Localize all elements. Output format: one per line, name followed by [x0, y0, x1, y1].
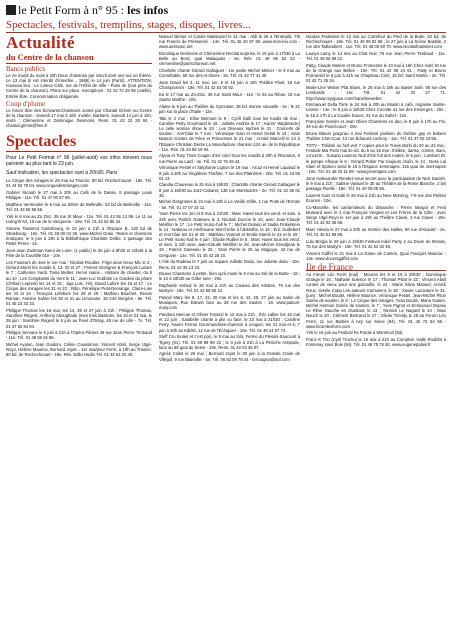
listing-item: Co-Marcelle, les cambrioleurs du dimanche : Pierre Margot et Fred Mussard avec le 4 mai François Vergeot et Les Frères de la Côte ; avec Serge Utgé-Royo le 1er juin à 19h au Théâtre Clavel, 3 rue Clavel - 19e. Tél. 01 42 02 35 66.: [306, 204, 446, 226]
header-issue: les infos: [127, 3, 169, 17]
right-column: [306, 34, 446, 349]
listing-item: Pandora Mercas et Olivier Fantazi le 12 mai à 21h ; Éric Lallier les 16 mai et 13 juin ; Salabelle chante à plie ou face, le 23 mai à 21h30 ; Caroline Ferry, Xavier Ferran Gourmandises-chanson à croquer, les 31 mai et 6, 7 juin à 20h au Kibélé, 12 rue de l'Échiquier - 10e. Tél. 01 48 24 57 74.: [159, 312, 300, 333]
listing-item: Yann Pierre les 1er et 8 mai à 21h30 ; Marc Havet tous les vend. et sam. à 22h avec Patrick Gateweu le 3, Nicolas Ducros le 10, avec Jean-Claude Mérillon le 17 ; Le Petit music-hall le 7 ; Michel Delano et Nadia Finkelstein le 14 ; Isabeau et Amélouane Mot'chiche à l'absinthe, le 15 ; Éric Guillebert et Ann'Clair les 21 et 28 ; Matthieu Vionnet et Emilie Marsh le 22 et le 29 ; Le Petit music-hall le 4 juin ; Élodie Ruillier le 5 ; Marc Havet tous les vend. et sam. à 22h avec Jean-Claude Mérillon le 28, Jean-Michel Grandjean le 19 ; Patrick Gateweu le 25 ; Yann Pierre le 26 au Magique, 42 rue de Gergovie - 14e. Tél. 01 45 42 26 10.: [159, 211, 300, 258]
page-header: le Petit Form à n° 95 : les infos: [6, 2, 446, 18]
listing-item: Bruno Blaum jusqu'au 4 mai Festival parisien du théâtre gay et lesbien Théâtre CNA Cour, 12 rue Édouard Lockroy - 11e. Tél. 01 47 00 43 55.: [306, 131, 446, 142]
listing-item: Emmanuel Delta Torre le 24 mai à 20h au Moulin à café, Impasse Sainte-Léonie - 14e ; le 8 juin à 18h30 Chez Cocotte 41 rue des Envierges - 20e ; le 15 à 17h à La Coulée Douce, 51 rue du Sahel - 12e.: [306, 102, 446, 118]
spectacles-intro: Pour Le Petit Format n° 96 (juillet-août) vos infos doivent nous parvenir au plus tard le 23 juin.: [6, 155, 152, 168]
listing-item: Au Forum Léo Ferré (mai) : Mouron les 9 et 10 à 20h30 ; Dominique Grange le 16 ; Nathalie Solence le 17 ; Thomas Pitiot le 23 ; Vincent Absil contes de vieux pour une gazouille, le 24 ; Marie Silvia Manuel, Annick Roux, Gisèle Cuba Les auteurs s'amusent, le 30 ; Xavier Lacouture le 31. (juin) : Michel Boutet, Hélène Maurice, Véronique Pestel, Jean-Michel Piton Soirée de soutien, le 6 ; Le Cirque des mirages, Yvan Dautin, Manu Galure, Michel Hermon Soirée de soutien, le 7 ; Yves Pignot et Emmanuel Depoix Le Rêve Gauche en chantant, le 13 ; Yannick Le Nagard le 14 ; Maxi Nouch le 20 ; Clément Bertrand le 27 ; Olivier Trévidy le 28 au Forum Léo Ferré, 11 rue Barbès à Ivry sur Seine (94). Tél. 01 46 72 64 68 - www.forumleoferre.com: [306, 272, 446, 329]
listing-item: Dominique Desmons et Clémentine Recital surprise, le 15 juin à 17h30 à La Belle au Bord, quai Malaquais - 6e. Rés. 01 48 06 52 22 - clementine@parischanson.net.: [159, 51, 300, 67]
listing-item: Manuel Bémer et Carole Masseport le 21 mai ; Aldi le 28 à l'Entrepôt, 7/9 rue Francis de Préssensé - 14e. Tél. 01 45 40 07 50. www.mon-lou.com - www.aelmusic.net: [159, 34, 300, 50]
listing-item: Raphaële Selwal le 30 mai à 21h au Caveau des Artistes, 79 rue des Martyrs - 18e. Tél. 01 42 59 50 43.: [159, 283, 300, 294]
listing-item: Philippe Servane le 6 juin à 21h à l'Opéra Pâmes 49 rue Jean Pierre Timbaud - 11e. Tél. 01 48 06 04 86.: [6, 330, 152, 341]
listing-item: TOTV - Théâtre ou l'art vert 7 copies pour le Travis Bürki du 20 au 22 mai ; Festival Mai Paris mai 2e éd. du 5 au 16 mai : théâtre, danse, contes, slam, concerts... Susana Laurenz Nuit d'été fuit des Andes, le 5 juin ; Lambert Dl, le pompe Afrique le 6 ; Gérard Pobor Par toujours chaîn, le 14 ; Nose Lal Slam et Spoken word le 15 à l'Espace Jemmapes, 116 quai de Jemmapes - 10e. Tél. 01 48 03 11 09 - www.jemmapes.com: [306, 143, 446, 174]
listing-item: Franz K Trio (Cyril Trochu) le 16 mai à 21h au Comptoir, Halle Roublot à Fontenay sous Bois (94). Tél. 01 48 75 76 92. www.eugenepalais.fr: [306, 337, 446, 348]
listing-item: Ka le 17 mai au Zo-Zinc, 39 rue Saint Maur - 11e ; le 24 au Ribos, 18 rue Sainte Marthe - 10e.: [159, 91, 300, 103]
listing-item: Marie-Line Weber Plat Blues, le 26 mai à 19h au Baiser Salé, 58 rue des Lombards - 1er. Tél. 01 42 33 37 71. http://www.myspace.com/marielineweber: [306, 85, 446, 101]
listing-item: Agnès Collet le 26 mai ; Bernard Joyet le 30 juin à la Grande Claire de Villejuif, 9 rue Blainville - 5e. Tél. 06 83 09 78 34 - terraugiva@aol.com: [159, 351, 300, 362]
listing-item: Françoise Semler et Jean Olivet Chansons en duo, le 8 juin à 17h au Flo, 49 rue de Pixerécourt - 20e.: [306, 119, 446, 130]
bancs-publics-text: Le 2e mardi du mois à 20h Deux chansons par inscrit dont une sur un thème. Le 13 mai (il est interdit d'interdire... 1968) le 14 juin (Partir). ATTENTION, nouveau lieu : Le Loleva Café, rue de l'Hôtel de Ville - Paris 4e (tout près du Centre de la chanson). Plans sur place. Inscriptions : 01 42 72 28 99 (Joëlle). Entrée libre. Consommation obligatoire.: [6, 72, 152, 99]
coup-dplume-text: Le forum libre des Écrivants-Chanteurs animé par Chantal Grimm au Centre de la chanson : samedi 17 mai à 16h, invitée, Barbarie. samedi 14 juin à 16h, invité : Clémentine et Dominique Desmons. Rens. 01 43 22 30 84 - chantal.grimm@free.fr: [6, 107, 152, 129]
listing-item: Patty, Claude Marère et Bruno Fromentel le 10 mai à 16h Chez Adel 10 rue de la Grange aux Belles - 10e. Tél. 01 42 08 24 61 ; Patty et Bruno Fromentel le 6 juin à 21h au Chapiteau Ciné, 15 bd. Saint Martin - 3e. Tél. 01 42 71 25 34.: [306, 62, 446, 84]
actualite-subtitle: du Centre de la chanson: [6, 53, 152, 64]
listing-item: Matthieu Vermeulen le 6 mai au Zèbre de Belleville. 63 bd de Belleville - 11e. Tél. 01 43 55 55 55.: [6, 202, 152, 213]
listing-item: Philippe Thomas les 16 mai, les 14, 25 et 27 juin à 21h ; Philippe Thomas, Sandrine Régent, Anthony Aboughade (mes trois Bassons, les 20 et 24 mai, le 28 juin : Sandrine Régent le 6 juin au Pavé d'Orsay, 48 rue de Lille - 7e. Tél. 01 47 50 84 94.: [6, 308, 152, 329]
listing-item: Alaine le 9 juin au Théâtre du Gymnase, 38 bd. Bonne nouvelle - 2e ; le 21 juin sur la place d'Italie - 13e.: [159, 103, 300, 114]
listing-item: Taki le 2 mai ; Elise Belmont le 9 ; Cyrill Galli tous les lundis de mai ; Caroline Petty Gourmand le 16 ; Juliette Andréa le 17 ; Karim' Wa(detecte) Le celle woman show le 24 ; Les Oiseaux Vaches le 31 : Concerts de soutien : Ann'Clair le 7 mai ; Véronique Gain et Hervé Delatt le 14 ; Alain Mascot Contes de Fées et Princesses le 21 mai ; Arnold Marcelli le 24 à l'Espace Christian Dente La Manufacture chanson,124 av. de la République - 11e. Rés. 01 43 58 19 94.: [159, 115, 300, 152]
listing-item: Nicolas Fraissinet le 13 mai au Carrefour du Pied de la Butte, 62 bd. de Rochechouart - 18e. Tél. 01 46 06 02 86 ; le 27 juin à La Scène Bastille, 2 rue des Taillandiers - 11e. Tél. 01 48 06 50 70. www.nicolasfraissinet.com: [306, 34, 446, 50]
listing-item: Claudia Chauveau le 25 mai à 16h30 ; Charlotte chante Gérard Gallaguet le 8 juin à 16h30 au Jazz-Cabaret, 138 rue Montmartre - 2e. Tél. 01 42 36 01 36.: [159, 182, 300, 198]
listing-item: Michel Desgroses le 24 mai à 18h à La Vieille Grille, 1 rue Puits de l'Ermite - 5e. Tél. 01 47 07 22 11.: [159, 199, 300, 210]
actualite-title: Actualité: [6, 33, 75, 52]
listing-item: Steff Cru toutes et c'est p(e), le 9 mai au Silo, Ferme du Plessis-Saucourt à Tigery (91). Tél. 01 69 89 88 22 ; le 3 juin à 21h à La Péniche Antipode, face au 69 quai de Seine - 19e. Rens. 01 42 03 39 07.: [159, 334, 300, 350]
listing-item: Laurya Lamy le 14 mai au Chat Noir, 76 rue Jean Pierre Timbaud - 11e. Tél. 01 48 06 98 22.: [306, 51, 446, 62]
listing-item: Vincent Gaffet le 21 mai à La Dame de Canton, Quai François Mauriac - 13e. www.vincentgaffet.com: [306, 250, 446, 261]
listing-item: Gabriel Yacoub le 27 mai à 20h au Café de la Danse. 5 passage Louis Philippe - 11e. Tél. 01 47 00 57 59.: [6, 190, 152, 201]
listing-item: Véronique Pestel et Stéphanie Lignon le 19 mai ; Alcaz et Hervé Lapalud le 9 juin à 20h au Vingtième Théâtre, 7 rue des Platrières - 20e. Tél. 01 43 66 01 13.: [159, 165, 300, 181]
listing-item: Jean-Jean Zantman Kami de Lune. (L public) le 26 juin à 9h30 et 10h45 à la Fête de la Courtille 01e - 10e.: [6, 248, 152, 259]
listing-item: Duaux Chansons à petite, bien qu'à muse le 6 mai au Sel de la Butte - 18 ; le 12 à 18h30 au Göbe lune - 20e.: [159, 271, 300, 282]
listing-item: Yéti le 9 mai au Zo Zinc. 39 rue St Maur - 11e. Tél. 01 43 55 13 99. Le 11 au Living B'Art, 15 rue de la Vacquerie - 18e. Tél. 01 42 52 85 34.: [6, 214, 152, 225]
listing-item: Le Cirque des mirages le 29 mai au Trianon. 80 bd. Rochechouart - 18e. Tél. 01 44 92 78 04. www.cirquedesmirages.com: [6, 178, 152, 189]
listing-item: Michel Avalon, Jean Guidoni, Céline Caussimon, Vincent Absil, Serge Utgé-Royo, Hélène Maurice, Bernard Joyet... 1er mai/pour Ferré, à 19h au Trianon. 80 bd. de Rochechouart - 18e. Rés. Edlio Hudin Tél. 01 43 52 20 40.: [6, 342, 152, 358]
header-logo-text: le Petit Form à n° 95: [18, 3, 118, 17]
listing-item: Laurent Guiz et Gabi le 26 mai à 21h au New Morning, 7-9 rue des Petites Écuries - 10e.: [306, 192, 446, 203]
listing-item: Les Fouteurs de Joie le 1er mai ; Nicolas Roudier. Frigo-Jean Deux Mic le 2 ; Gérard Morel les mardis 6, 13, 20 et 27 ; Florent Vintrigner & François Lazare le 7 ; Catherine Vardi. Tania Meltes. Hervé Haine... Histoire de chanter, du 8 au 10 ; Les Complaints du Vent le 11 ; Jean-Luc Guillotin Le Gardien du phare (d'Allain Leprest) les 14 et 15 ; Jaja Luis, Yéti, David Lafore les 16 et 17 ; Le Cirque des mirages les 21 et 22 ; Ribo. Pénélope Petit-Demange, Claire-Lise les 23 et 24 ; François Lefebvre les 28 et 29 ; Mathieu Bouchet. Renan Raman, Antoine Sahler les 30 et 31 au Limonaire. 18 Cité Bergère - 9e. Tél. 01 45 23 33 33.: [6, 260, 152, 307]
listing-item: Marc Hévéa le 27 mai à 20h au Sentier des Halles, 50 rue d'Aboukir - 2e. Tél. 01 45 61 89 86.: [306, 226, 446, 237]
listing-item: Yéti le 16 juin au Festival Fa Parole à Montreuil (93).: [306, 330, 404, 336]
listing-item: Charlotte chante Gérard Gallaguet - 1re partie Michel Melcer - le 9 mai au Connétable, 55 rue des Archives - 3e. Tél. 01 42 77 41 40.: [159, 68, 300, 79]
left-column: [6, 34, 152, 359]
listing-item: Jean David les 4, 11 mai, 1er, 8 et 15 juin à 19h Théâtre Pixel, 18 rue Championnet - 18e. Tél. 01 42 54 00 92.: [159, 80, 300, 91]
listing-item: Simone Tassimot Gainsbourg, le 24 juin à 21h à l'Espace B. 120 bd de Strasbourg - 10e. Tél. 01 48 00 04 35. www.Michel Grain. Textes et chansons érotiques, le 5 juin à 19h à la Bibliothèque Charlotte Delbo. 2 passage des Petits Pères - 2e.: [6, 225, 152, 247]
listing-item: Pascal Mary les 8, 17, 23, 30 mai et les 6, 12, 20, 27 juin au Salon de Musiques, Rue Darwin face au 38 rue des Saules - 18. www.pascal-mary.com: [159, 295, 300, 311]
middle-column: [159, 34, 300, 363]
listing-item: Jann Halexander Rendez-vous secret avec la participation de Nick Danish, le 9 mai à 21h ; Sabine Vassart le 30 au Théâtre de la Reine Blanche, 2 bis passage Ruelle - 18e. Tél. 01 40 05 06 96.: [306, 175, 446, 191]
coup-dplume-title: Coup d'plume: [6, 99, 46, 108]
listing-item: Alycia et Tony Tram Coupin d'sel coin! tous les mardis à 20h à l'Escalion, 6 rue Pierre au Lard - 4e. Tél. 01 42 78 48 42.: [159, 153, 300, 164]
spectacles-intro-note: Sauf indication, les spectacles sont à 20h30. Paris: [6, 170, 118, 177]
petit-format-logo-icon: [6, 5, 16, 15]
spectacles-title: Spectacles: [6, 134, 152, 152]
section-topline: Spectacles, festivals, tremplins, stages, disques, livres...: [6, 19, 251, 31]
listing-item: L'Aile du Radeau le 7 juin au Square Juliette Dodu, rue Juliette dodu - 10e. Rens. 01 42 45 13 33.: [159, 259, 300, 270]
bancs-publics-title: Bancs publics: [6, 64, 46, 73]
ile-de-france-title: Ile de France: [306, 265, 446, 271]
listing-item: Lulu Borgia le 26 juin à 19h30 Festival Kalel Party 2 au Divan du Monde, 75 rue des Martyrs - 18e. Tél. 01 42 52 02 46.: [306, 238, 446, 249]
